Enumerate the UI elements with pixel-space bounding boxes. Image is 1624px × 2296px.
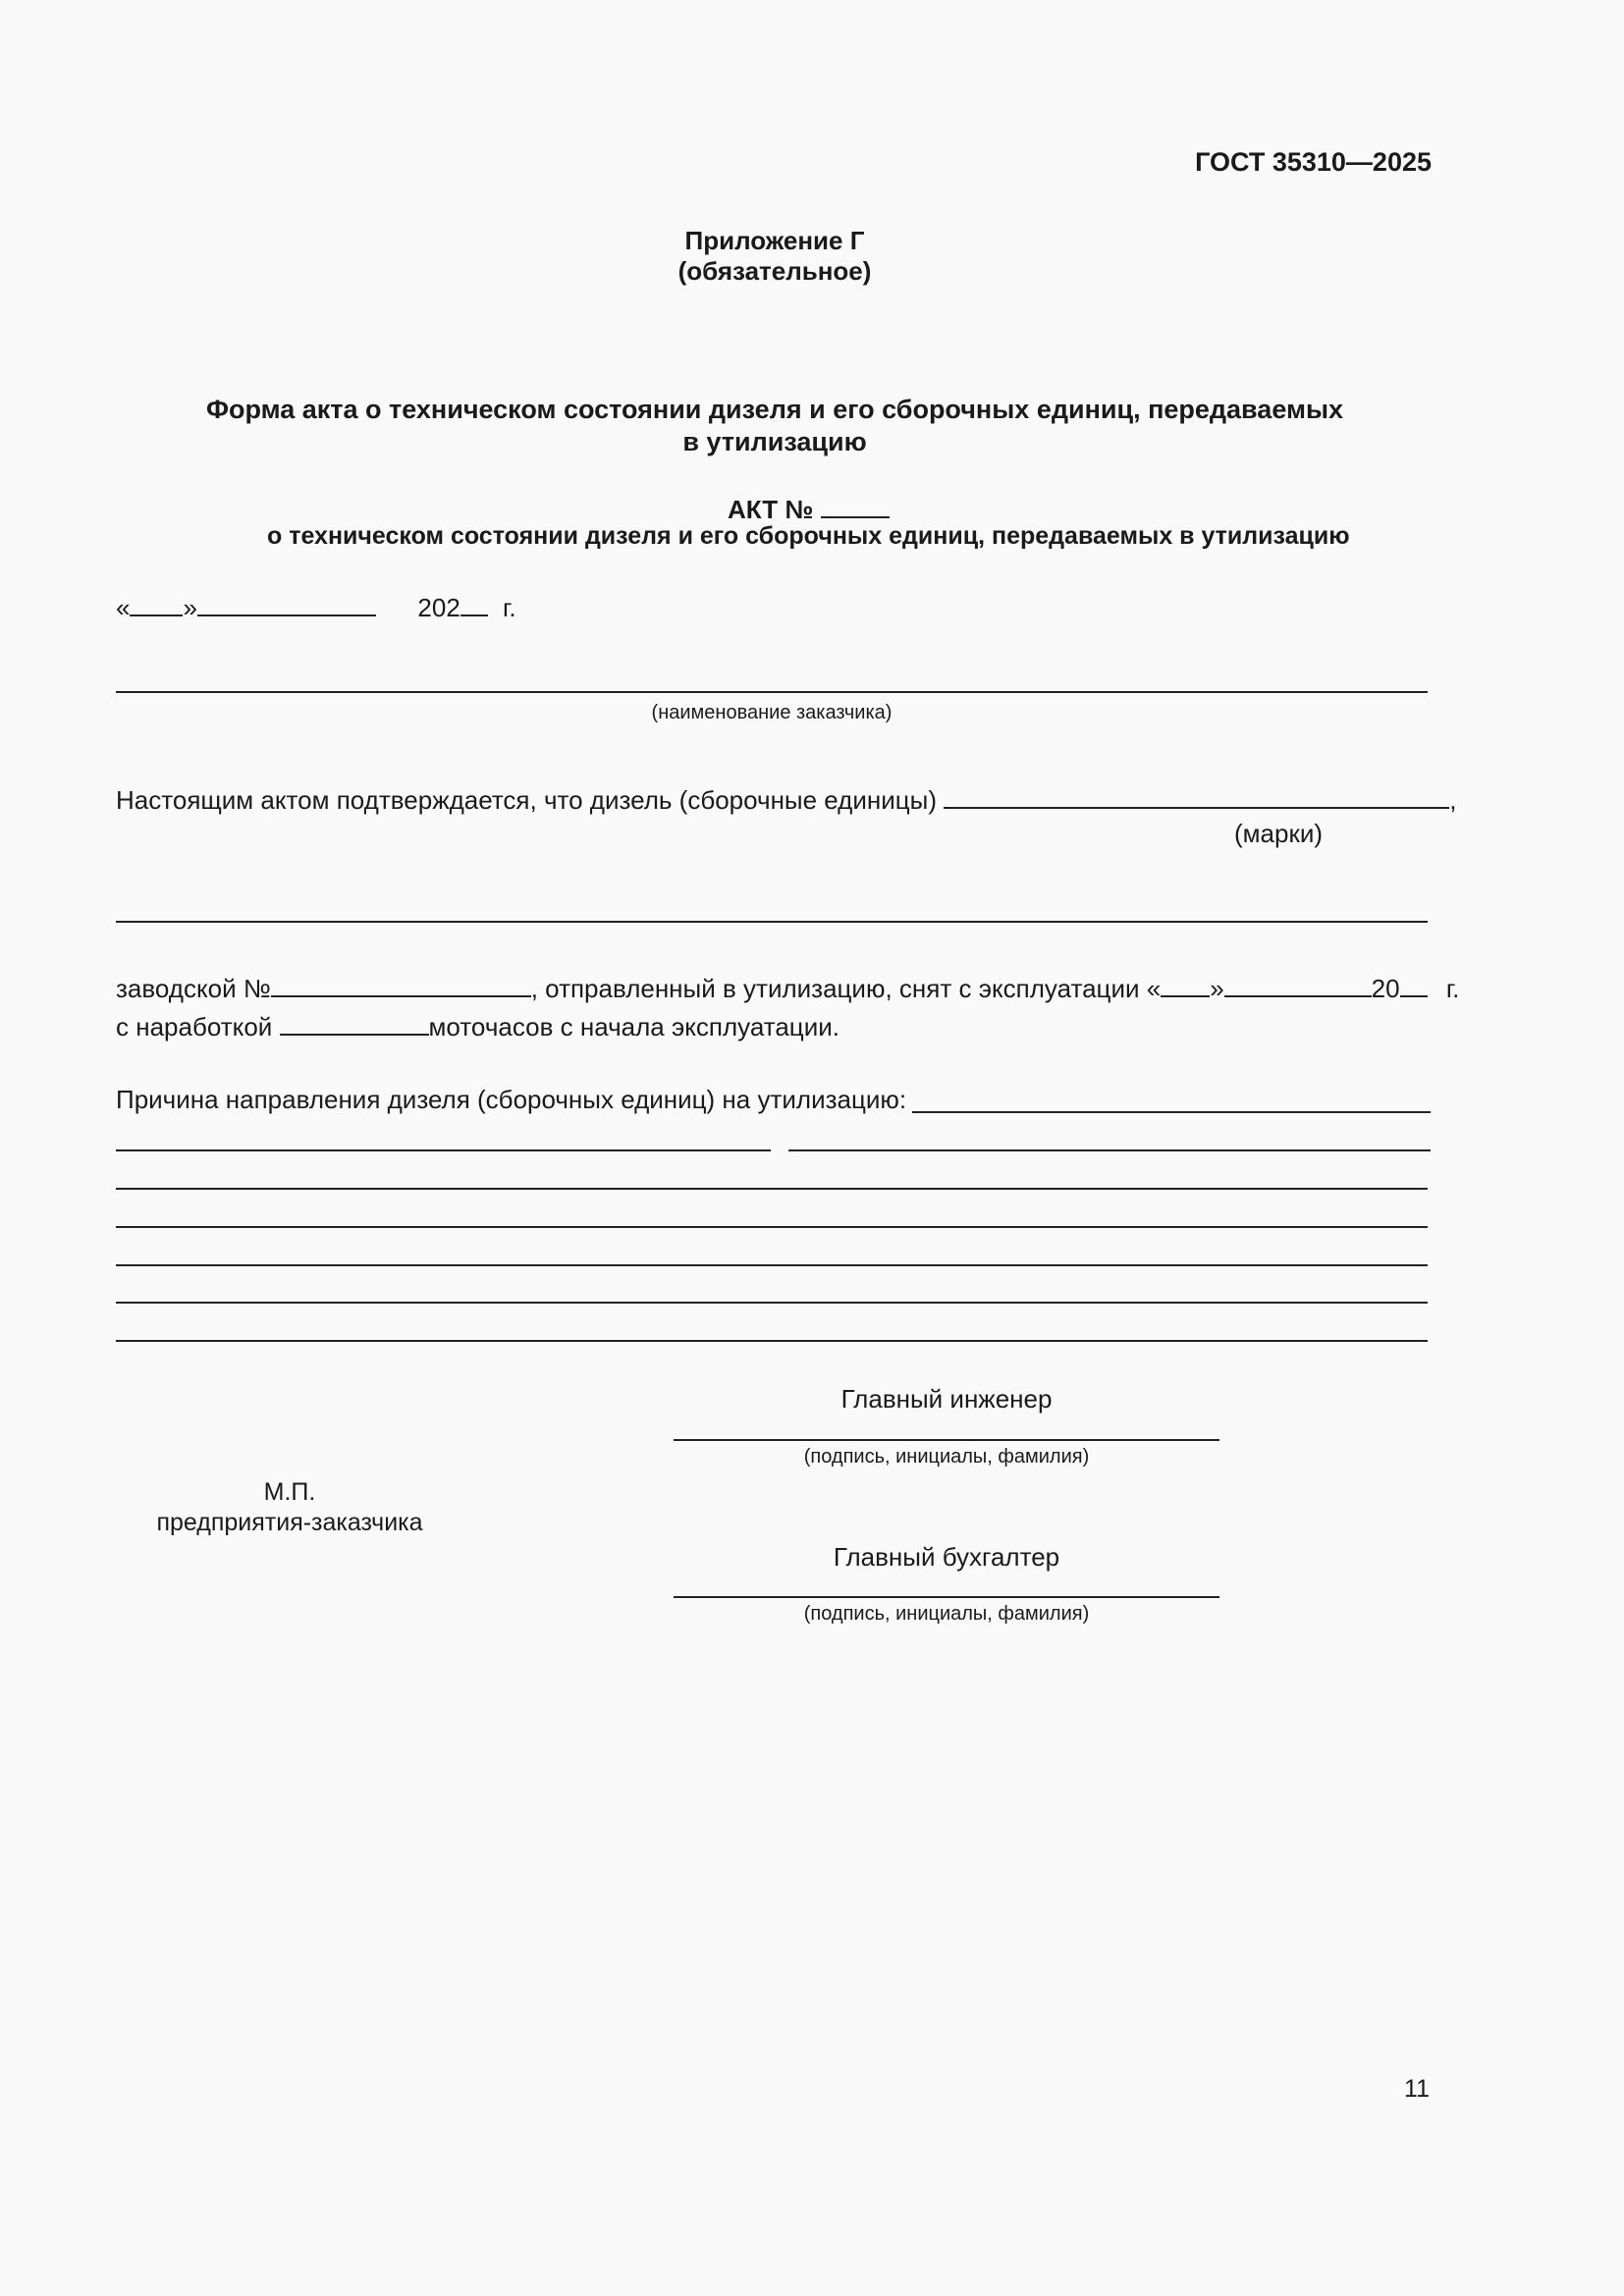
decommission-label: в утилизацию, снят с эксплуатации « (723, 974, 1162, 1003)
reason-field-2a[interactable] (116, 1149, 771, 1151)
reason-field-2b[interactable] (788, 1149, 1431, 1151)
day-blank[interactable] (130, 589, 183, 616)
decom-close-quote: » (1210, 974, 1224, 1003)
year-prefix: 202 (417, 593, 460, 622)
hours-line (116, 1008, 839, 1042)
hours-label: с наработкой (116, 1012, 273, 1041)
signature-caption-chief-accountant: (подпись, инициалы, фамилия) (803, 1603, 1090, 1625)
brand-blank[interactable] (944, 781, 1449, 809)
date-close-quote: » (183, 593, 197, 622)
decom-day-blank[interactable] (1161, 970, 1210, 997)
signature-field-chief-accountant[interactable] (674, 1596, 1219, 1598)
confirm-comma: , (1449, 785, 1457, 815)
form-title-line1: Форма акта о техническом состоянии дизеля и его сборочных единиц, передаваемых (205, 395, 1344, 424)
month-blank[interactable] (197, 589, 376, 616)
customer-name-field[interactable] (116, 691, 1428, 693)
customer-caption: (наименование заказчика) (651, 702, 893, 723)
confirm-text: Настоящим актом подтверждается, что дизель (сборочные единицы) (116, 785, 937, 815)
hours-suffix: моточасов с начала эксплуатации. (428, 1012, 839, 1041)
reason-field-6[interactable] (116, 1302, 1428, 1304)
reason-field-5[interactable] (116, 1264, 1428, 1266)
sent-label: , отправленный (530, 974, 716, 1003)
signature-caption-chief-engineer: (подпись, инициалы, фамилия) (803, 1446, 1090, 1468)
decom-year-prefix: 20 (1371, 974, 1400, 1003)
serial-blank[interactable] (271, 970, 531, 997)
act-number (728, 491, 890, 525)
decom-year-suffix: г. (1445, 974, 1460, 1003)
reason-field-4[interactable] (116, 1226, 1428, 1228)
decom-year-blank[interactable] (1400, 970, 1428, 997)
serial-line (116, 970, 1459, 1004)
reason-field-7[interactable] (116, 1340, 1428, 1342)
year-blank[interactable] (460, 589, 488, 616)
signature-title-chief-engineer: Главный инженер (840, 1384, 1053, 1414)
act-number-blank[interactable] (821, 491, 890, 518)
act-number-label: АКТ № (728, 495, 814, 524)
document-code: ГОСТ 35310—2025 (1195, 147, 1432, 177)
signature-field-chief-engineer[interactable] (674, 1439, 1219, 1441)
reason-field-3[interactable] (116, 1188, 1428, 1190)
form-title-line2: в утилизацию (682, 427, 867, 456)
reason-label: Причина направления дизеля (сборочных единиц) на утилизацию: (116, 1085, 907, 1114)
stamp-organization: предприятия-заказчика (156, 1509, 423, 1536)
act-subtitle: о техническом состоянии дизеля и его сборочных единиц, передаваемых в утилизацию (267, 522, 1350, 550)
brand-continuation-field[interactable] (116, 921, 1428, 923)
stamp-label: М.П. (263, 1478, 316, 1506)
appendix-status: (обязательное) (677, 256, 872, 286)
hours-blank[interactable] (280, 1008, 429, 1036)
appendix-title: Приложение Г (684, 226, 865, 255)
signature-title-chief-accountant: Главный бухгалтер (833, 1542, 1060, 1572)
serial-label: заводской № (116, 974, 271, 1003)
reason-field-1[interactable] (912, 1111, 1431, 1113)
date-open-quote: « (116, 593, 131, 622)
date-line (116, 589, 516, 623)
brand-caption: (марки) (1234, 819, 1324, 848)
confirm-line (116, 781, 1456, 816)
year-suffix: г. (503, 593, 516, 622)
page-number: 11 (1404, 2075, 1430, 2103)
decom-month-blank[interactable] (1224, 970, 1372, 997)
